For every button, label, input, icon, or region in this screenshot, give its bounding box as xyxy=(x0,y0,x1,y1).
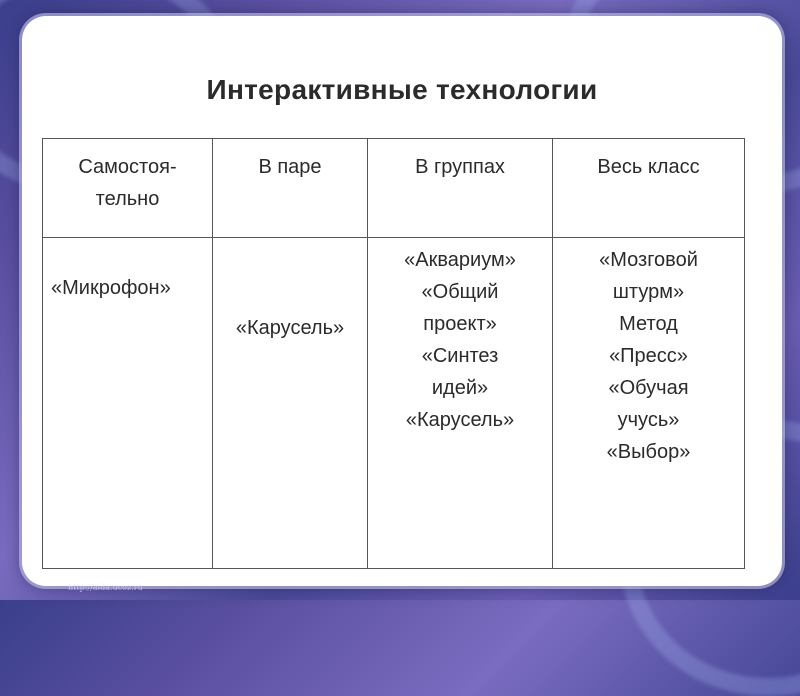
list-item: «Синтез идей» xyxy=(421,345,499,399)
list-item: Метод «Пресс» xyxy=(609,313,688,367)
technologies-table xyxy=(42,138,745,569)
table-cell-solo xyxy=(43,238,213,569)
table-row xyxy=(43,238,745,569)
slide xyxy=(22,16,782,586)
table-header-row xyxy=(43,139,745,238)
header-cell: Весь класс xyxy=(553,139,745,238)
header-cell: В группах xyxy=(368,139,553,238)
list-item: «Карусель» xyxy=(235,317,345,339)
list-item: «Микрофон» xyxy=(51,277,171,299)
list-item: «Общий проект» xyxy=(421,281,499,335)
table-cell-class xyxy=(553,238,745,569)
slide-title: Интерактивные технологии xyxy=(206,74,598,105)
header-cell: Самостоя-тельно xyxy=(43,139,213,238)
table-cell-pair xyxy=(213,238,368,569)
footer-url: http://aida.ucoz.ru xyxy=(68,583,143,592)
list-item: «Аквариум» xyxy=(404,249,516,271)
list-item: «Обучая учусь» xyxy=(608,377,689,431)
table-cell-group xyxy=(368,238,553,569)
header-cell: В паре xyxy=(213,139,368,238)
list-item: «Выбор» xyxy=(606,441,691,463)
list-item: «Карусель» xyxy=(405,409,515,431)
list-item: «Мозговой штурм» xyxy=(599,249,698,303)
